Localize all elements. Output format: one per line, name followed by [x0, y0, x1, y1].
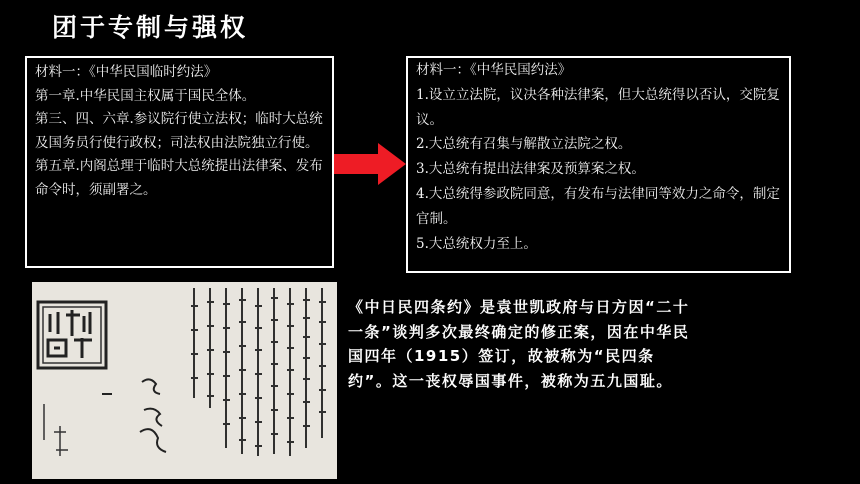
left-line-3: 第五章.内阁总理于临时大总统提出法律案、发布命令时，须副署之。	[35, 158, 323, 198]
right-heading: 材料一：《中华民国约法》	[416, 62, 572, 78]
slide-title: 团于专制与强权	[52, 13, 249, 42]
right-line-3: 3.大总统有提出法律案及预算案之权。	[416, 161, 645, 178]
right-line-5: 5.大总统权力至上。	[416, 235, 537, 252]
left-material-box	[25, 56, 334, 268]
left-heading: 材料一：《中华民国临时约法》	[35, 64, 218, 80]
treaty-document-photo	[32, 282, 337, 479]
right-line-2: 2.大总统有召集与解散立法院之权。	[416, 136, 632, 153]
left-line-1: 第一章.中华民国主权属于国民全体。	[35, 87, 256, 104]
caption-text: 《中日民四条约》是袁世凯政府与日方因“二十一条”谈判多次最终确定的修正案，因在中华民国四年（1915）签订，故被称为“民四条约”。这一丧权辱国事件，被称为五九国耻。	[348, 298, 690, 390]
right-arrow-icon	[334, 143, 406, 185]
right-line-4: 4.大总统得参政院同意，有发布与法律同等效力之命令，制定官制。	[416, 185, 780, 227]
right-material-box	[406, 56, 791, 273]
right-line-1: 1.设立立法院，议决各种法律案，但大总统得以否认，交院复议。	[416, 86, 780, 128]
left-line-2: 第三、四、六章.参议院行使立法权；临时大总统及国务员行使行政权；司法权由法院独立行使。	[35, 111, 323, 151]
